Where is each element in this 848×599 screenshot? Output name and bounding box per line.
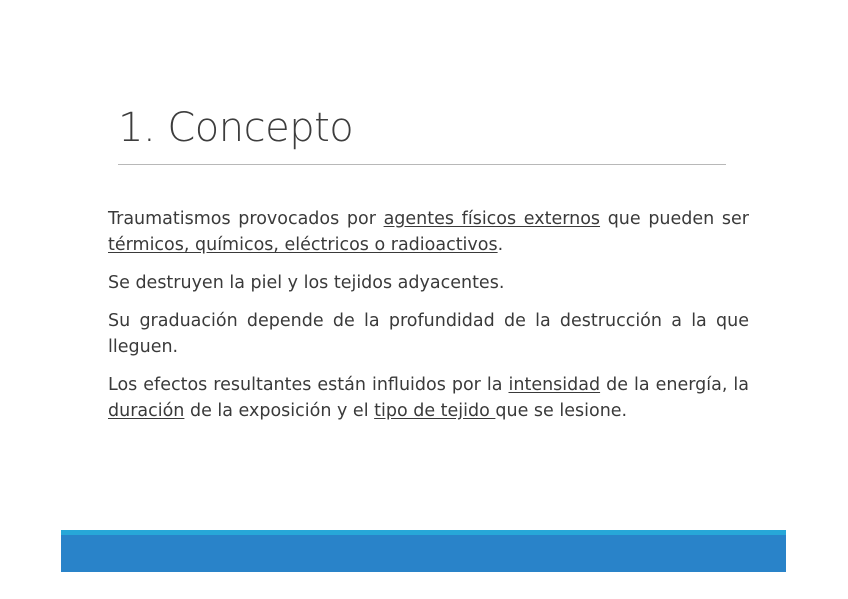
text-segment: Traumatismos provocados por (108, 209, 384, 229)
text-segment: que se lesione. (495, 401, 628, 421)
underlined-text: duración (108, 401, 185, 421)
text-segment: de la energía, la (600, 375, 749, 395)
slide-body (108, 206, 749, 436)
underlined-text: intensidad (508, 375, 601, 395)
paragraph-1 (108, 206, 749, 258)
paragraph-3 (108, 308, 749, 360)
text-segment: Su graduación depende de la profundidad de la destrucción a la que lleguen. (108, 311, 749, 357)
underlined-text: agentes físicos externos (383, 209, 601, 229)
underlined-text: tipo de tejido (374, 401, 496, 421)
text-segment: que pueden ser (600, 209, 749, 229)
paragraph-2 (108, 270, 749, 296)
paragraph-4 (108, 372, 749, 424)
title-divider (118, 164, 726, 165)
underlined-text: térmicos, químicos, eléctricos o radioactivos (108, 235, 498, 255)
slide-title: 1. Concepto (118, 105, 354, 151)
text-segment: Se destruyen la piel y los tejidos adyacentes. (108, 273, 505, 293)
text-segment: de la exposición y el (184, 401, 375, 421)
footer-band (61, 535, 786, 572)
text-segment: . (497, 235, 504, 255)
text-segment: Los efectos resultantes están influidos por la (108, 375, 509, 395)
